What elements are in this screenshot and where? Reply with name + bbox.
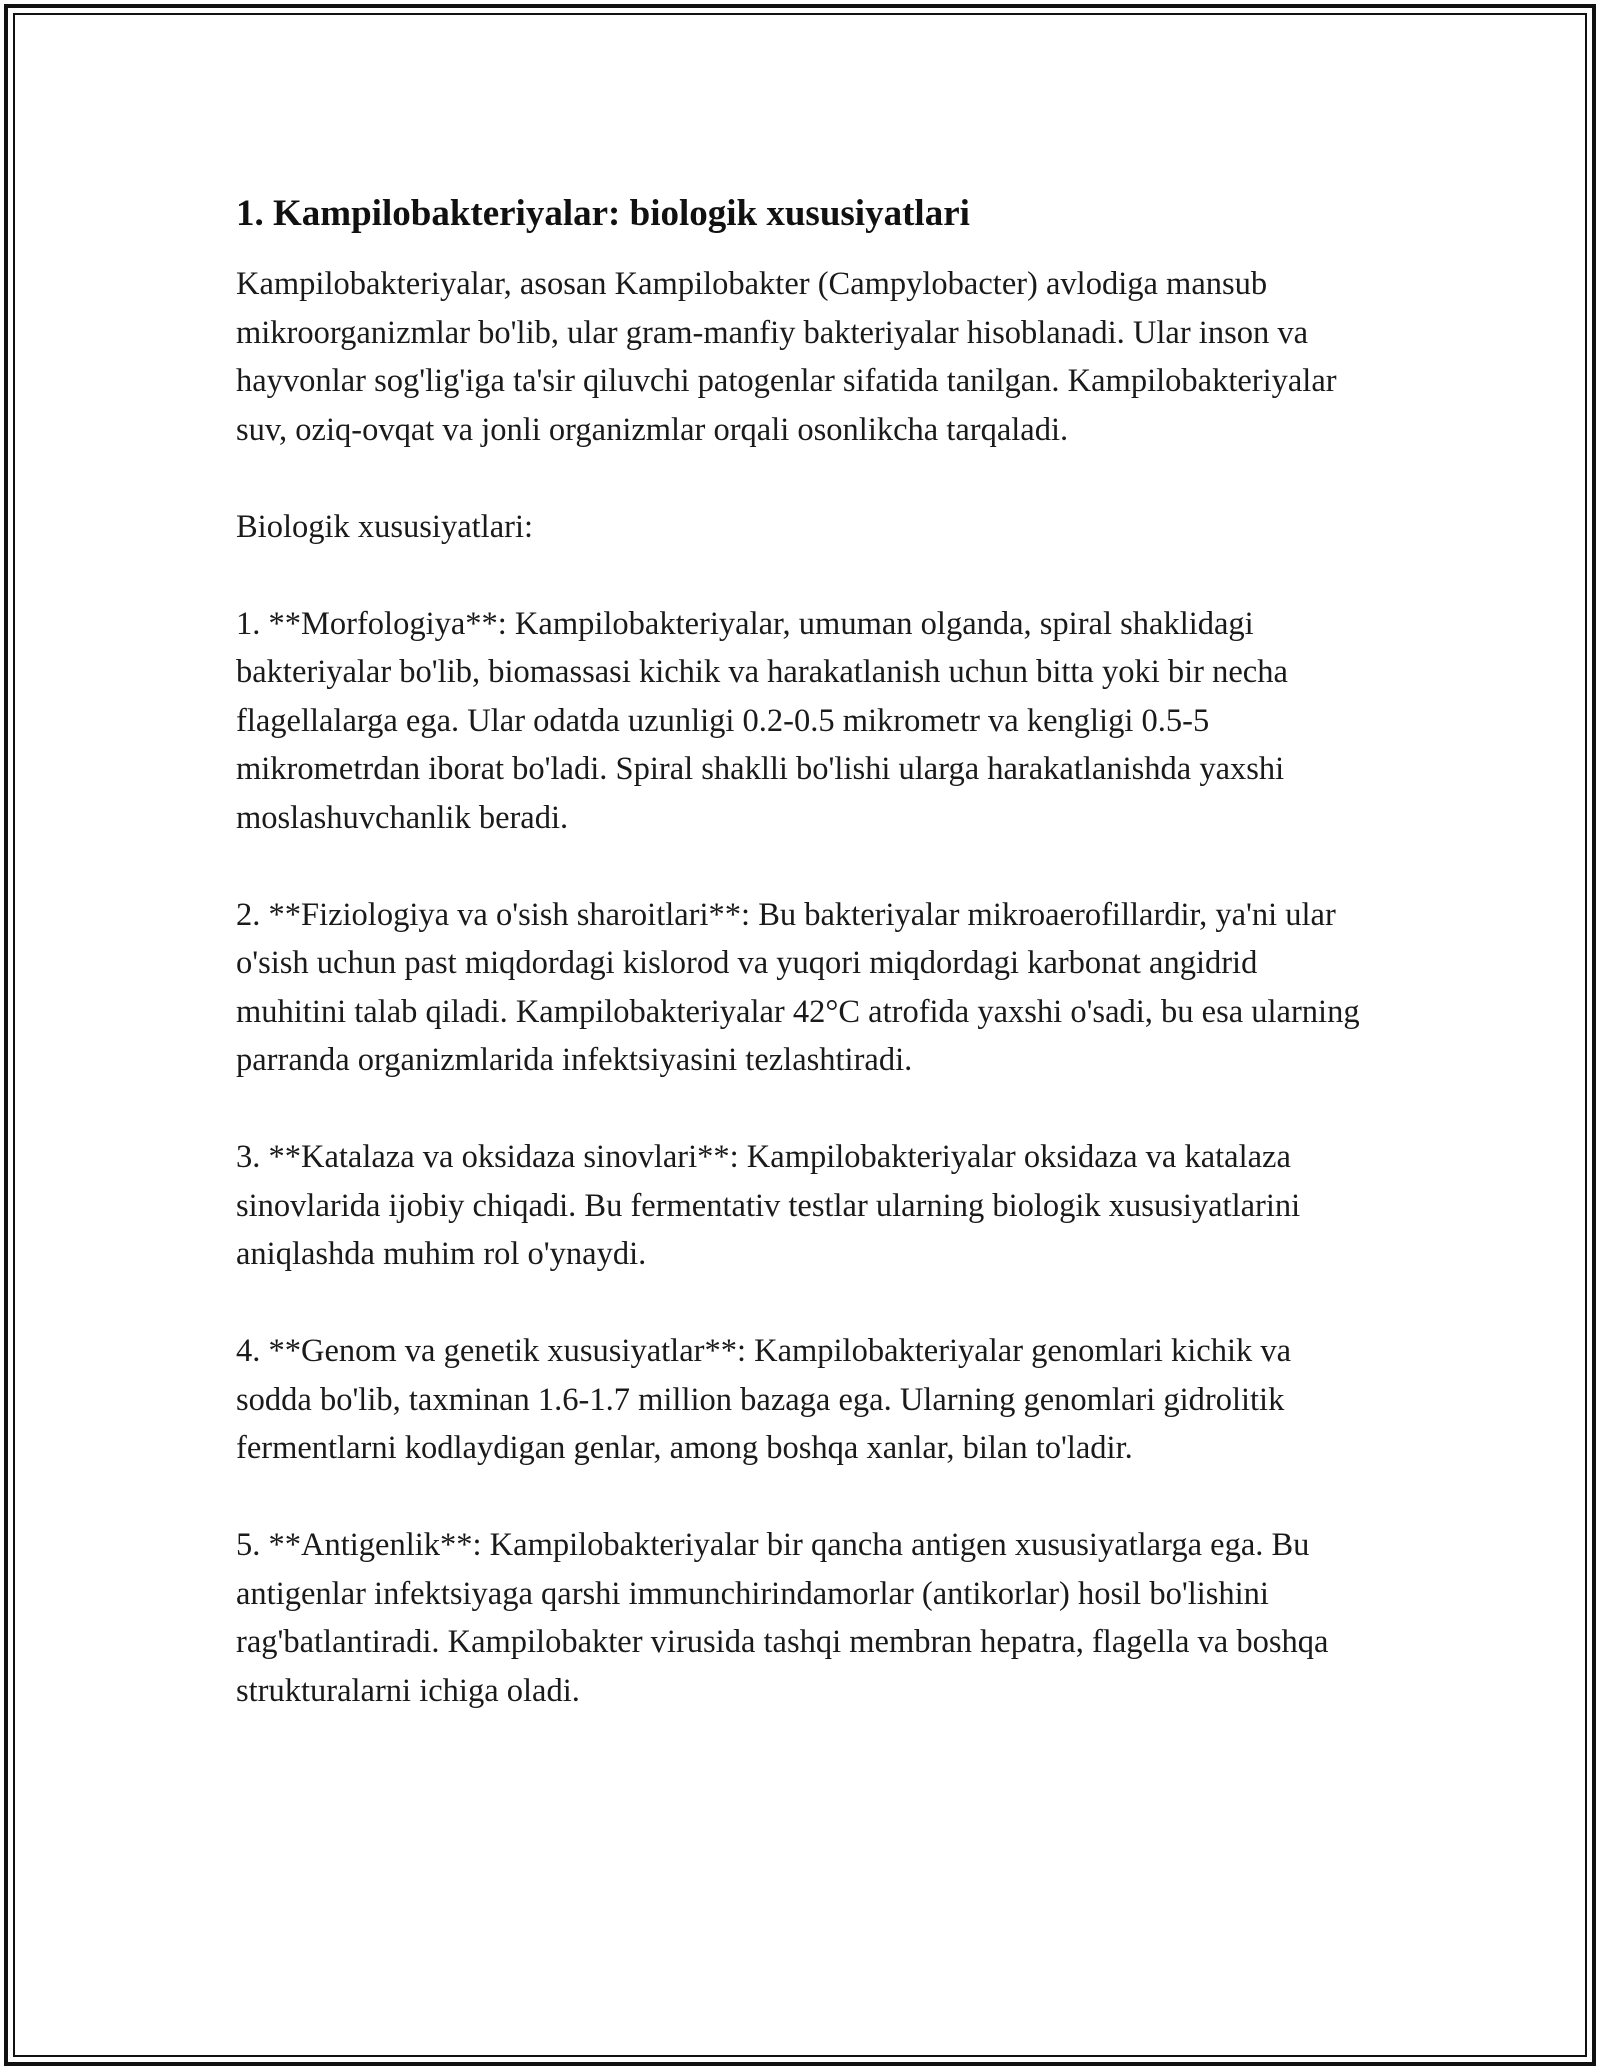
section-heading: 1. Kampilobakteriyalar: biologik xususiyatlari [236, 193, 970, 234]
list-item-morphology: 1. **Morfologiya**: Kampilobakteriyalar, umuman olganda, spiral shaklidagi bakteriyalar bo'lib, biomassasi kichik va harakatlanish uchun bitta yoki bir necha flagellalarga ega. Ular odatda uzunligi 0.2-0.5 mikrometr va kengligi 0.5-5 mikrometrdan iborat bo'ladi. Spiral shaklli bo'lishi ularga harakatlanishda yaxshi moslashuvchanlik beradi. [236, 605, 1288, 836]
document-body [236, 190, 1366, 1764]
list-item-catalase-oxidase: 3. **Katalaza va oksidaza sinovlari**: Kampilobakteriyalar oksidaza va katalaza sinovlarida ijobiy chiqadi. Bu fermentativ testlar ularning biologik xususiyatlarini aniqlashda muhim rol o'ynaydi. [236, 1139, 1301, 1272]
section-label: Biologik xususiyatlari: [236, 508, 534, 545]
list-item-genome: 4. **Genom va genetik xususiyatlar**: Kampilobakteriyalar genomlari kichik va sodda bo'lib, taxminan 1.6-1.7 million bazaga ega. Ularning genomlari gidrolitik fermentlarni kodlaydigan genlar, among boshqa xanlar, bilan to'ladir. [236, 1333, 1292, 1466]
intro-paragraph: Kampilobakteriyalar, asosan Kampilobakter (Campylobacter) avlodiga mansub mikroorganizmlar bo'lib, ular gram-manfiy bakteriyalar hisoblanadi. Ular inson va hayvonlar sog'lig'iga ta'sir qiluvchi patogenlar sifatida tanilgan. Kampilobakteriyalar suv, oziq-ovqat va jonli organizmlar orqali osonlikcha tarqaladi. [236, 266, 1337, 448]
list-item-physiology: 2. **Fiziologiya va o'sish sharoitlari**: Bu bakteriyalar mikroaerofillardir, ya'ni ular o'sish uchun past miqdordagi kislorod va yuqori miqdordagi karbonat angidrid muhitini talab qiladi. Kampilobakteriyalar 42°C atrofida yaxshi o'sadi, bu esa ularning parranda organizmlarida infektsiyasini tezlashtiradi. [236, 896, 1360, 1078]
list-item-antigenicity: 5. **Antigenlik**: Kampilobakteriyalar bir qancha antigen xususiyatlarga ega. Bu antigenlar infektsiyaga qarshi immunchirindamorlar (antikorlar) hosil bo'lishini rag'batlantiradi. Kampilobakter virusida tashqi membran hepatra, flagella va boshqa strukturalarni ichiga oladi. [236, 1527, 1329, 1709]
